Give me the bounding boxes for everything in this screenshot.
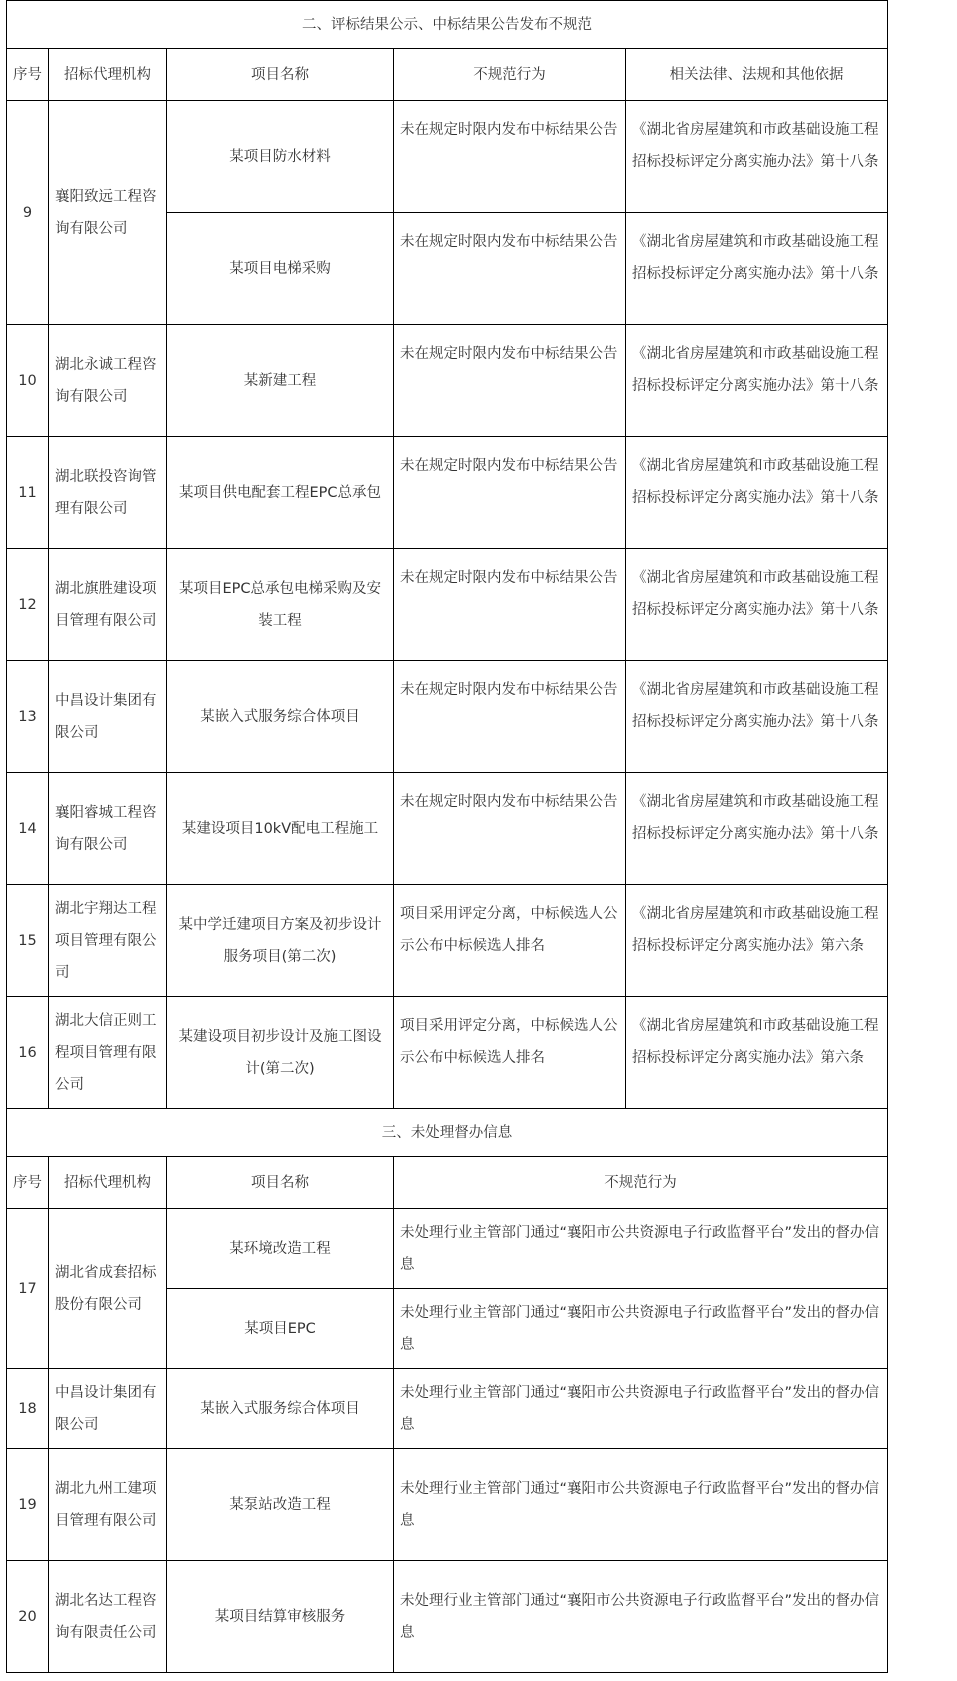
row-agency: 湖北永诚工程咨询有限公司: [49, 325, 167, 437]
header-behavior: 不规范行为: [394, 49, 626, 101]
header-agency: 招标代理机构: [49, 1157, 167, 1209]
row-behavior: 未处理行业主管部门通过“襄阳市公共资源电子行政监督平台”发出的督办信息: [394, 1561, 888, 1673]
row-project: 某环境改造工程: [167, 1209, 394, 1289]
row-basis: 《湖北省房屋建筑和市政基础设施工程招标投标评定分离实施办法》第十八条: [626, 661, 888, 773]
table-row: [7, 437, 888, 549]
table-row: [7, 1449, 888, 1561]
table-row: [7, 997, 888, 1109]
row-no: 14: [7, 773, 49, 885]
row-no: 9: [7, 101, 49, 325]
row-project: 某中学迁建项目方案及初步设计服务项目(第二次): [167, 885, 394, 997]
row-behavior: 未在规定时限内发布中标结果公告: [394, 325, 626, 437]
row-basis: 《湖北省房屋建筑和市政基础设施工程招标投标评定分离实施办法》第十八条: [626, 325, 888, 437]
row-behavior: 未处理行业主管部门通过“襄阳市公共资源电子行政监督平台”发出的督办信息: [394, 1289, 888, 1369]
table-row: [7, 661, 888, 773]
row-behavior: 未处理行业主管部门通过“襄阳市公共资源电子行政监督平台”发出的督办信息: [394, 1369, 888, 1449]
row-basis: 《湖北省房屋建筑和市政基础设施工程招标投标评定分离实施办法》第十八条: [626, 213, 888, 325]
row-no: 19: [7, 1449, 49, 1561]
row-agency: 中昌设计集团有限公司: [49, 1369, 167, 1449]
section2-header-row: [7, 49, 888, 101]
row-agency: 湖北九州工建项目管理有限公司: [49, 1449, 167, 1561]
table-row: [7, 1369, 888, 1449]
row-project: 某项目EPC: [167, 1289, 394, 1369]
row-behavior: 未在规定时限内发布中标结果公告: [394, 773, 626, 885]
row-basis: 《湖北省房屋建筑和市政基础设施工程招标投标评定分离实施办法》第十八条: [626, 437, 888, 549]
row-agency: 湖北宇翔达工程项目管理有限公司: [49, 885, 167, 997]
row-no: 10: [7, 325, 49, 437]
table-row: [7, 885, 888, 997]
row-agency: 襄阳致远工程咨询有限公司: [49, 101, 167, 325]
row-no: 12: [7, 549, 49, 661]
header-project: 项目名称: [167, 49, 394, 101]
row-no: 13: [7, 661, 49, 773]
row-project: 某嵌入式服务综合体项目: [167, 1369, 394, 1449]
table-row: [7, 773, 888, 885]
row-behavior: 未在规定时限内发布中标结果公告: [394, 437, 626, 549]
row-basis: 《湖北省房屋建筑和市政基础设施工程招标投标评定分离实施办法》第十八条: [626, 773, 888, 885]
section3-header-row: [7, 1157, 888, 1209]
header-no: 序号: [7, 1157, 49, 1209]
table-row: [7, 101, 888, 213]
row-agency: 湖北旗胜建设项目管理有限公司: [49, 549, 167, 661]
section2-title: 二、评标结果公示、中标结果公告发布不规范: [7, 1, 888, 49]
header-no: 序号: [7, 49, 49, 101]
row-basis: 《湖北省房屋建筑和市政基础设施工程招标投标评定分离实施办法》第六条: [626, 997, 888, 1109]
header-agency: 招标代理机构: [49, 49, 167, 101]
row-project: 某项目防水材料: [167, 101, 394, 213]
section3-title: 三、未处理督办信息: [7, 1109, 888, 1157]
row-project: 某建设项目初步设计及施工图设计(第二次): [167, 997, 394, 1109]
row-no: 16: [7, 997, 49, 1109]
row-no: 17: [7, 1209, 49, 1369]
row-project: 某建设项目10kV配电工程施工: [167, 773, 394, 885]
row-behavior: 未在规定时限内发布中标结果公告: [394, 661, 626, 773]
row-agency: 湖北大信正则工程项目管理有限公司: [49, 997, 167, 1109]
row-agency: 湖北联投咨询管理有限公司: [49, 437, 167, 549]
row-behavior: 项目采用评定分离，中标候选人公示公布中标候选人排名: [394, 885, 626, 997]
table-row: [7, 549, 888, 661]
row-behavior: 未处理行业主管部门通过“襄阳市公共资源电子行政监督平台”发出的督办信息: [394, 1209, 888, 1289]
row-agency: 襄阳睿城工程咨询有限公司: [49, 773, 167, 885]
row-project: 某项目EPC总承包电梯采购及安装工程: [167, 549, 394, 661]
row-project: 某项目结算审核服务: [167, 1561, 394, 1673]
table-row: [7, 1209, 888, 1289]
row-project: 某项目供电配套工程EPC总承包: [167, 437, 394, 549]
row-behavior: 未处理行业主管部门通过“襄阳市公共资源电子行政监督平台”发出的督办信息: [394, 1449, 888, 1561]
row-no: 15: [7, 885, 49, 997]
row-basis: 《湖北省房屋建筑和市政基础设施工程招标投标评定分离实施办法》第六条: [626, 885, 888, 997]
row-behavior: 未在规定时限内发布中标结果公告: [394, 549, 626, 661]
row-no: 18: [7, 1369, 49, 1449]
row-basis: 《湖北省房屋建筑和市政基础设施工程招标投标评定分离实施办法》第十八条: [626, 549, 888, 661]
document-page: [6, 0, 888, 1673]
row-no: 11: [7, 437, 49, 549]
row-project: 某新建工程: [167, 325, 394, 437]
table-row: [7, 1561, 888, 1673]
table-row: [7, 325, 888, 437]
row-agency: 湖北名达工程咨询有限责任公司: [49, 1561, 167, 1673]
row-agency: 湖北省成套招标股份有限公司: [49, 1209, 167, 1369]
row-project: 某泵站改造工程: [167, 1449, 394, 1561]
header-behavior: 不规范行为: [394, 1157, 888, 1209]
row-behavior: 项目采用评定分离，中标候选人公示公布中标候选人排名: [394, 997, 626, 1109]
header-basis: 相关法律、法规和其他依据: [626, 49, 888, 101]
row-behavior: 未在规定时限内发布中标结果公告: [394, 213, 626, 325]
row-no: 20: [7, 1561, 49, 1673]
row-basis: 《湖北省房屋建筑和市政基础设施工程招标投标评定分离实施办法》第十八条: [626, 101, 888, 213]
row-project: 某项目电梯采购: [167, 213, 394, 325]
row-behavior: 未在规定时限内发布中标结果公告: [394, 101, 626, 213]
violations-table: [6, 0, 888, 1673]
row-agency: 中昌设计集团有限公司: [49, 661, 167, 773]
header-project: 项目名称: [167, 1157, 394, 1209]
row-project: 某嵌入式服务综合体项目: [167, 661, 394, 773]
